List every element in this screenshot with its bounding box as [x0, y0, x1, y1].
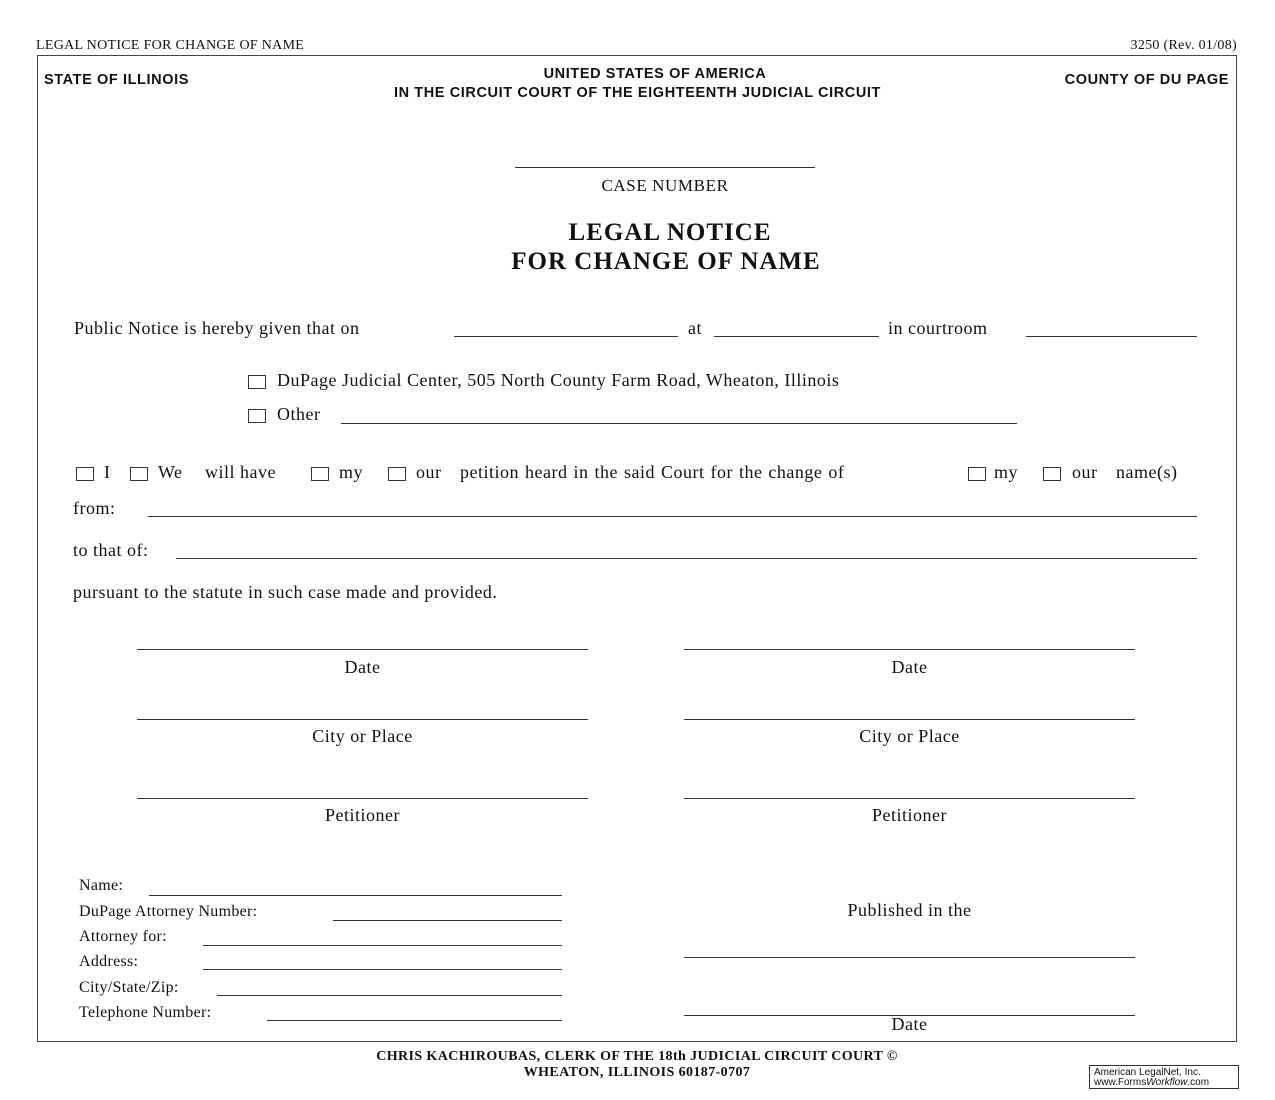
left-date-label: Date: [344, 657, 381, 677]
publication-date-label: Date: [891, 1014, 928, 1034]
other-location-checkbox[interactable]: [248, 409, 266, 423]
other-location-label: Other: [277, 404, 321, 424]
county-label: COUNTY OF DU PAGE: [1064, 72, 1229, 88]
at-label: at: [688, 318, 702, 338]
attorney-name-field[interactable]: [149, 895, 562, 896]
dupage-location-checkbox[interactable]: [248, 375, 266, 389]
city-state-zip-label: City/State/Zip:: [79, 979, 179, 996]
right-petitioner-field[interactable]: [684, 798, 1135, 799]
left-petitioner-field[interactable]: [137, 798, 588, 799]
statute-text: pursuant to the statute in such case made and provided.: [73, 582, 498, 602]
my-petition-label: my: [339, 462, 364, 482]
address-field[interactable]: [203, 969, 562, 970]
attorney-for-field[interactable]: [203, 945, 562, 946]
courtroom-label: in courtroom: [888, 318, 988, 338]
attorney-number-label: DuPage Attorney Number:: [79, 903, 258, 920]
hearing-date-field[interactable]: [454, 336, 678, 337]
country-label: UNITED STATES OF AMERICA: [543, 66, 767, 82]
vendor-url: www.FormsWorkflow.com: [1094, 1077, 1210, 1088]
our-petition-checkbox[interactable]: [388, 467, 406, 481]
left-petitioner-label: Petitioner: [325, 805, 400, 825]
our-petition-label: our: [416, 462, 442, 482]
hearing-time-field[interactable]: [714, 336, 879, 337]
to-name-field[interactable]: [176, 558, 1197, 559]
state-label: STATE OF ILLINOIS: [44, 72, 189, 88]
vendor-badge: [1089, 1065, 1239, 1089]
our-name-checkbox[interactable]: [1043, 467, 1061, 481]
we-checkbox[interactable]: [130, 467, 148, 481]
courtroom-field[interactable]: [1026, 336, 1197, 337]
left-city-field[interactable]: [137, 719, 588, 720]
to-label: to that of:: [73, 540, 149, 560]
we-label: We: [158, 462, 183, 482]
notice-intro: Public Notice is hereby given that on: [74, 318, 360, 338]
clerk-footer: CHRIS KACHIROUBAS, CLERK OF THE 18th JUDICIAL CIRCUIT COURT ©: [376, 1049, 898, 1064]
my-name-label: my: [994, 462, 1019, 482]
attorney-for-label: Attorney for:: [79, 928, 167, 945]
form-number: 3250 (Rev. 01/08): [1130, 38, 1237, 53]
right-city-label: City or Place: [859, 726, 960, 746]
from-name-field[interactable]: [148, 516, 1197, 517]
attorney-number-field[interactable]: [333, 920, 562, 921]
published-in-label: Published in the: [847, 900, 972, 920]
from-label: from:: [73, 498, 116, 518]
other-location-field[interactable]: [341, 423, 1017, 424]
left-date-field[interactable]: [137, 649, 588, 650]
dupage-location-label: DuPage Judicial Center, 505 North County Farm Road, Wheaton, Illinois: [277, 370, 840, 390]
page-title-line2: FOR CHANGE OF NAME: [511, 248, 821, 275]
form-frame: [37, 55, 1237, 1042]
will-have-text: will have: [205, 462, 276, 482]
names-label: name(s): [1116, 462, 1178, 482]
form-title-header: LEGAL NOTICE FOR CHANGE OF NAME: [36, 38, 305, 53]
address-label: Address:: [79, 953, 139, 970]
my-name-checkbox[interactable]: [968, 467, 986, 481]
right-petitioner-label: Petitioner: [872, 805, 947, 825]
right-city-field[interactable]: [684, 719, 1135, 720]
clerk-address-footer: WHEATON, ILLINOIS 60187-0707: [523, 1065, 751, 1080]
telephone-label: Telephone Number:: [79, 1004, 212, 1021]
circuit-label: IN THE CIRCUIT COURT OF THE EIGHTEENTH JUDICIAL CIRCUIT: [393, 85, 882, 101]
case-number-label: CASE NUMBER: [601, 176, 729, 195]
right-date-field[interactable]: [684, 649, 1135, 650]
city-state-zip-field[interactable]: [217, 995, 562, 996]
telephone-field[interactable]: [267, 1020, 562, 1021]
vendor-name: American LegalNet, Inc.: [1094, 1067, 1201, 1078]
my-petition-checkbox[interactable]: [311, 467, 329, 481]
left-city-label: City or Place: [312, 726, 413, 746]
i-checkbox[interactable]: [76, 467, 94, 481]
attorney-name-label: Name:: [79, 877, 124, 894]
i-label: I: [104, 462, 111, 482]
heard-text: petition heard in the said Court for the change of: [460, 462, 845, 482]
page-title-line1: LEGAL NOTICE: [568, 219, 772, 246]
publication-name-field[interactable]: [684, 957, 1135, 958]
our-name-label: our: [1072, 462, 1098, 482]
right-date-label: Date: [891, 657, 928, 677]
case-number-field[interactable]: [515, 167, 815, 168]
